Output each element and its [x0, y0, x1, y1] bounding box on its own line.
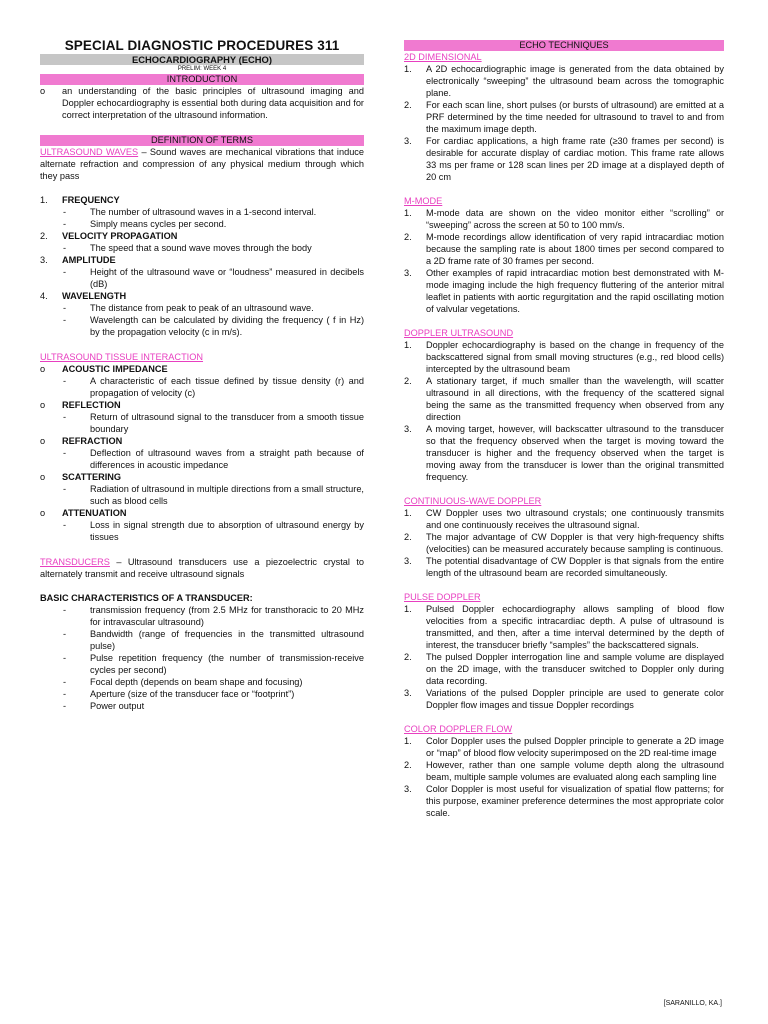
item-text: Other examples of rapid intracardiac motion best demonstrated with M-mode imaging include the high frequency fluttering of the anterior mitral leaflet in patients with aortic regurgitation and the rapid oscillating motion of valvular vegetations. [426, 268, 724, 314]
tissue-item [40, 435, 364, 447]
item-text: Doppler echocardiography is based on the change in frequency of the backscattered signal from small moving structures (e.g., red blood cells) intercepted by the ultrasound beam [426, 340, 724, 374]
transducers-text: – Ultrasound transducers use a piezoelectric crystal to alternately transmit and receive ultrasound signals [40, 557, 364, 579]
transducers-term: TRANSDUCERS [40, 557, 110, 567]
item-text: Color Doppler is most useful for visualization of spatial flow patterns; for this purpose, examiner preference determines the most appropriate color scale. [426, 784, 724, 818]
sub-item-text: The number of ultrasound waves in a 1-second interval. [90, 207, 317, 217]
tissue-term: REFLECTION [62, 400, 121, 410]
sub-item [40, 218, 364, 230]
sub-item-text: Bandwidth (range of frequencies in the transmitted ultrasound pulse) [90, 629, 364, 651]
sub-item [40, 700, 364, 712]
ultrasound-waves-term: ULTRASOUND WAVES [40, 147, 139, 157]
sub-item-text: Aperture (size of the transducer face or “footprint”) [90, 689, 295, 699]
item-number: 1. [404, 736, 412, 746]
section-heading: COLOR DOPPLER FLOW [404, 724, 513, 734]
section-heading: CONTINUOUS-WAVE DOPPLER [404, 496, 542, 506]
item-number: 2. [40, 231, 48, 241]
item-text: Variations of the pulsed Doppler principle are used to generate color Doppler flow images and tissue Doppler recordings [426, 688, 724, 710]
item-text: The pulsed Doppler interrogation line and sample volume are displayed on the 2D image, with the transducer switched to Doppler only during data recording. [426, 652, 724, 686]
item-number: 2. [404, 532, 412, 542]
right-column [404, 0, 724, 819]
dash-marker: - [63, 376, 67, 386]
dash-marker: - [63, 219, 67, 229]
sub-item [40, 242, 364, 254]
definition-list [40, 194, 364, 338]
item-text: For each scan line, short pulses (or bursts of ultrasound) are emitted at a PRF determined by the time needed for ultrasound to travel to and from the maximum image depth. [426, 100, 724, 134]
sub-item-text: Wavelength can be calculated by dividing the frequency ( f in Hz) by the propagation velocity (c in m/s). [90, 315, 364, 337]
sub-item [40, 266, 364, 290]
dash-marker: - [63, 605, 67, 615]
sub-item [40, 483, 364, 507]
item-number: 3. [404, 784, 412, 794]
numbered-item [404, 339, 724, 375]
definition-item [40, 194, 364, 206]
item-text: The major advantage of CW Doppler is that very high-frequency shifts (velocities) can be measured accurately because sampling is continuous. [426, 532, 724, 554]
item-number: 2. [404, 100, 412, 110]
dash-marker: - [63, 412, 67, 422]
numbered-item [404, 555, 724, 579]
sub-item [40, 688, 364, 700]
tissue-item [40, 471, 364, 483]
transducers-definition [40, 556, 364, 580]
dash-marker: - [63, 303, 67, 313]
item-number: 2. [404, 760, 412, 770]
dash-marker: - [63, 267, 67, 277]
numbered-item [404, 603, 724, 651]
numbered-item [404, 423, 724, 483]
definition-term: VELOCITY PROPAGATION [62, 231, 178, 241]
numbered-item [404, 735, 724, 759]
numbered-item [404, 651, 724, 687]
sub-item [40, 604, 364, 628]
item-text: The potential disadvantage of CW Doppler is that signals from the entire length of the ultrasound beam are recorded simultaneously. [426, 556, 724, 578]
dash-marker: - [63, 520, 67, 530]
numbered-item [404, 507, 724, 531]
sub-item [40, 314, 364, 338]
bullet-marker: o [40, 508, 46, 518]
sub-item-text: Return of ultrasound signal to the transducer from a smooth tissue boundary [90, 412, 364, 434]
sub-item-text: transmission frequency (from 2.5 MHz for transthoracic to 20 MHz for intravascular ultrasound) [90, 605, 364, 627]
definition-item [40, 230, 364, 242]
item-text: A stationary target, if much smaller than the wavelength, will scatter ultrasound in all directions, with the frequency of the scattered signal being the same as the transmitted frequency when observed from any direction [426, 376, 724, 422]
tissue-item [40, 399, 364, 411]
numbered-item [404, 207, 724, 231]
item-number: 3. [404, 424, 412, 434]
item-number: 3. [404, 136, 412, 146]
item-number: 3. [40, 255, 48, 265]
bullet-marker: o [40, 436, 46, 446]
bullet-marker: o [40, 86, 46, 96]
section-heading: DOPPLER ULTRASOUND [404, 328, 514, 338]
definition-term: AMPLITUDE [62, 255, 116, 265]
sub-item [40, 652, 364, 676]
tissue-term: REFRACTION [62, 436, 123, 446]
sub-item-text: Focal depth (depends on beam shape and focusing) [90, 677, 303, 687]
intro-paragraph [40, 85, 364, 121]
ultrasound-waves-text: – Sound waves are mechanical vibrations that induce alternate refraction and compression of any physical medium through which they pass [40, 147, 365, 181]
left-column [40, 0, 364, 712]
dash-marker: - [63, 484, 67, 494]
page-title: SPECIAL DIAGNOSTIC PROCEDURES 311 [64, 38, 340, 53]
sub-item-text: Loss in signal strength due to absorption of ultrasound energy by tissues [90, 520, 364, 542]
definition-term: FREQUENCY [62, 195, 120, 205]
definition-item [40, 254, 364, 266]
prelim-label: PRELIM: WEEK 4 [177, 66, 227, 72]
sub-item-text: Simply means cycles per second. [90, 219, 227, 229]
dash-marker: - [63, 701, 67, 711]
item-number: 1. [404, 64, 412, 74]
item-number: 2. [404, 376, 412, 386]
echo-techniques-band: ECHO TECHNIQUES [404, 40, 724, 51]
tissue-item [40, 363, 364, 375]
bullet-marker: o [40, 472, 46, 482]
tissue-item [40, 507, 364, 519]
tissue-list [40, 363, 364, 543]
dash-marker: - [63, 629, 67, 639]
sub-item-text: Power output [90, 701, 145, 711]
item-text: A 2D echocardiographic image is generated from the data obtained by electronically “sweeping” the ultrasound beam across the tomographic plane. [426, 64, 724, 98]
introduction-band: INTRODUCTION [40, 74, 364, 85]
definition-term: WAVELENGTH [62, 291, 127, 301]
ultrasound-waves-definition [40, 146, 364, 182]
dash-marker: - [63, 207, 67, 217]
sub-item [40, 519, 364, 543]
item-text: For cardiac applications, a high frame rate (≥30 frames per second) is desirable for accurate display of cardiac motion. This frame rate allows 33 ms per frame or 128 scan lines per 2D image at a displayed depth of 20 cm [426, 136, 724, 182]
sub-item-text: A characteristic of each tissue defined by tissue density (r) and propagation of velocity (c) [90, 376, 364, 398]
item-number: 2. [404, 652, 412, 662]
basic-characteristics-heading: BASIC CHARACTERISTICS OF A TRANSDUCER: [40, 593, 253, 603]
numbered-item [404, 267, 724, 315]
item-number: 1. [404, 208, 412, 218]
numbered-item [404, 231, 724, 267]
sub-item [40, 628, 364, 652]
sub-item-text: Pulse repetition frequency (the number of transmission-receive cycles per second) [90, 653, 364, 675]
numbered-item [404, 135, 724, 183]
tissue-term: ATTENUATION [62, 508, 127, 518]
item-text: M-mode recordings allow identification of very rapid intracardiac motion because the sampling rate is about 1800 times per second compared to a 2D frame rate of 30 frames per second. [426, 232, 724, 266]
item-number: 1. [40, 195, 48, 205]
sub-item [40, 302, 364, 314]
numbered-item [404, 759, 724, 783]
item-number: 1. [404, 604, 412, 614]
numbered-item [404, 531, 724, 555]
sub-item-text: The speed that a sound wave moves through the body [90, 243, 312, 253]
item-text: A moving target, however, will backscatter ultrasound to the transducer so that the frequency observed when the target is moving toward the transducer is higher and the frequency observed when the target is moving away from the transducer is lower than the original transmitted frequency. [426, 424, 724, 482]
subtitle-band: ECHOCARDIOGRAPHY (ECHO) [40, 54, 364, 65]
item-number: 3. [404, 556, 412, 566]
sub-item-text: The distance from peak to peak of an ultrasound wave. [90, 303, 314, 313]
numbered-item [404, 687, 724, 711]
item-text: CW Doppler uses two ultrasound crystals; one continuously transmits and one continuously receives the ultrasound signal. [426, 508, 724, 530]
sub-item [40, 206, 364, 218]
echo-sections [404, 51, 724, 819]
definition-item [40, 290, 364, 302]
numbered-item [404, 99, 724, 135]
section-heading: PULSE DOPPLER [404, 592, 481, 602]
item-text: Color Doppler uses the pulsed Doppler principle to generate a 2D image or “map” of blood flow velocity superimposed on the 2D real-time image [426, 736, 724, 758]
dash-marker: - [63, 315, 67, 325]
item-number: 1. [404, 508, 412, 518]
dash-marker: - [63, 653, 67, 663]
item-number: 4. [40, 291, 48, 301]
numbered-item [404, 783, 724, 819]
item-number: 1. [404, 340, 412, 350]
tissue-term: ACOUSTIC IMPEDANCE [62, 364, 168, 374]
sub-item [40, 447, 364, 471]
section-heading: M-MODE [404, 196, 443, 206]
basic-characteristics-list [40, 604, 364, 712]
item-number: 3. [404, 688, 412, 698]
item-number: 3. [404, 268, 412, 278]
dash-marker: - [63, 689, 67, 699]
dash-marker: - [63, 243, 67, 253]
definition-band: DEFINITION OF TERMS [40, 135, 364, 146]
sub-item-text: Deflection of ultrasound waves from a straight path because of differences in acoustic impedance [90, 448, 364, 470]
item-text: However, rather than one sample volume depth along the ultrasound beam, multiple sample volumes are evaluated along each sampling line [426, 760, 724, 782]
sub-item [40, 676, 364, 688]
dash-marker: - [63, 448, 67, 458]
sub-item-text: Height of the ultrasound wave or “loudness” measured in decibels (dB) [90, 267, 364, 289]
numbered-item [404, 63, 724, 99]
bullet-marker: o [40, 364, 46, 374]
item-text: Pulsed Doppler echocardiography allows sampling of blood flow velocities from a specific intracardiac depth. A pulse of ultrasound is transmitted, and then, after a time interval determined by the depth of interest, the transducer briefly “samples” the backscattered signals. [426, 604, 724, 650]
tissue-heading: ULTRASOUND TISSUE INTERACTION [40, 352, 204, 362]
tissue-term: SCATTERING [62, 472, 122, 482]
item-number: 2. [404, 232, 412, 242]
dash-marker: - [63, 677, 67, 687]
section-heading: 2D DIMENSIONAL [404, 52, 482, 62]
item-text: M-mode data are shown on the video monitor either “scrolling” or “sweeping” across the screen at 50 to 100 mm/s. [426, 208, 724, 230]
bullet-marker: o [40, 400, 46, 410]
author-footer: [SARANILLO, KA.] [663, 1000, 722, 1007]
sub-item [40, 411, 364, 435]
sub-item-text: Radiation of ultrasound in multiple directions from a small structure, such as blood cells [90, 484, 364, 506]
intro-text: an understanding of the basic principles of ultrasound imaging and Doppler echocardiography is essential both during data acquisition and for correct interpretation of the ultrasound information. [62, 86, 364, 120]
sub-item [40, 375, 364, 399]
numbered-item [404, 375, 724, 423]
